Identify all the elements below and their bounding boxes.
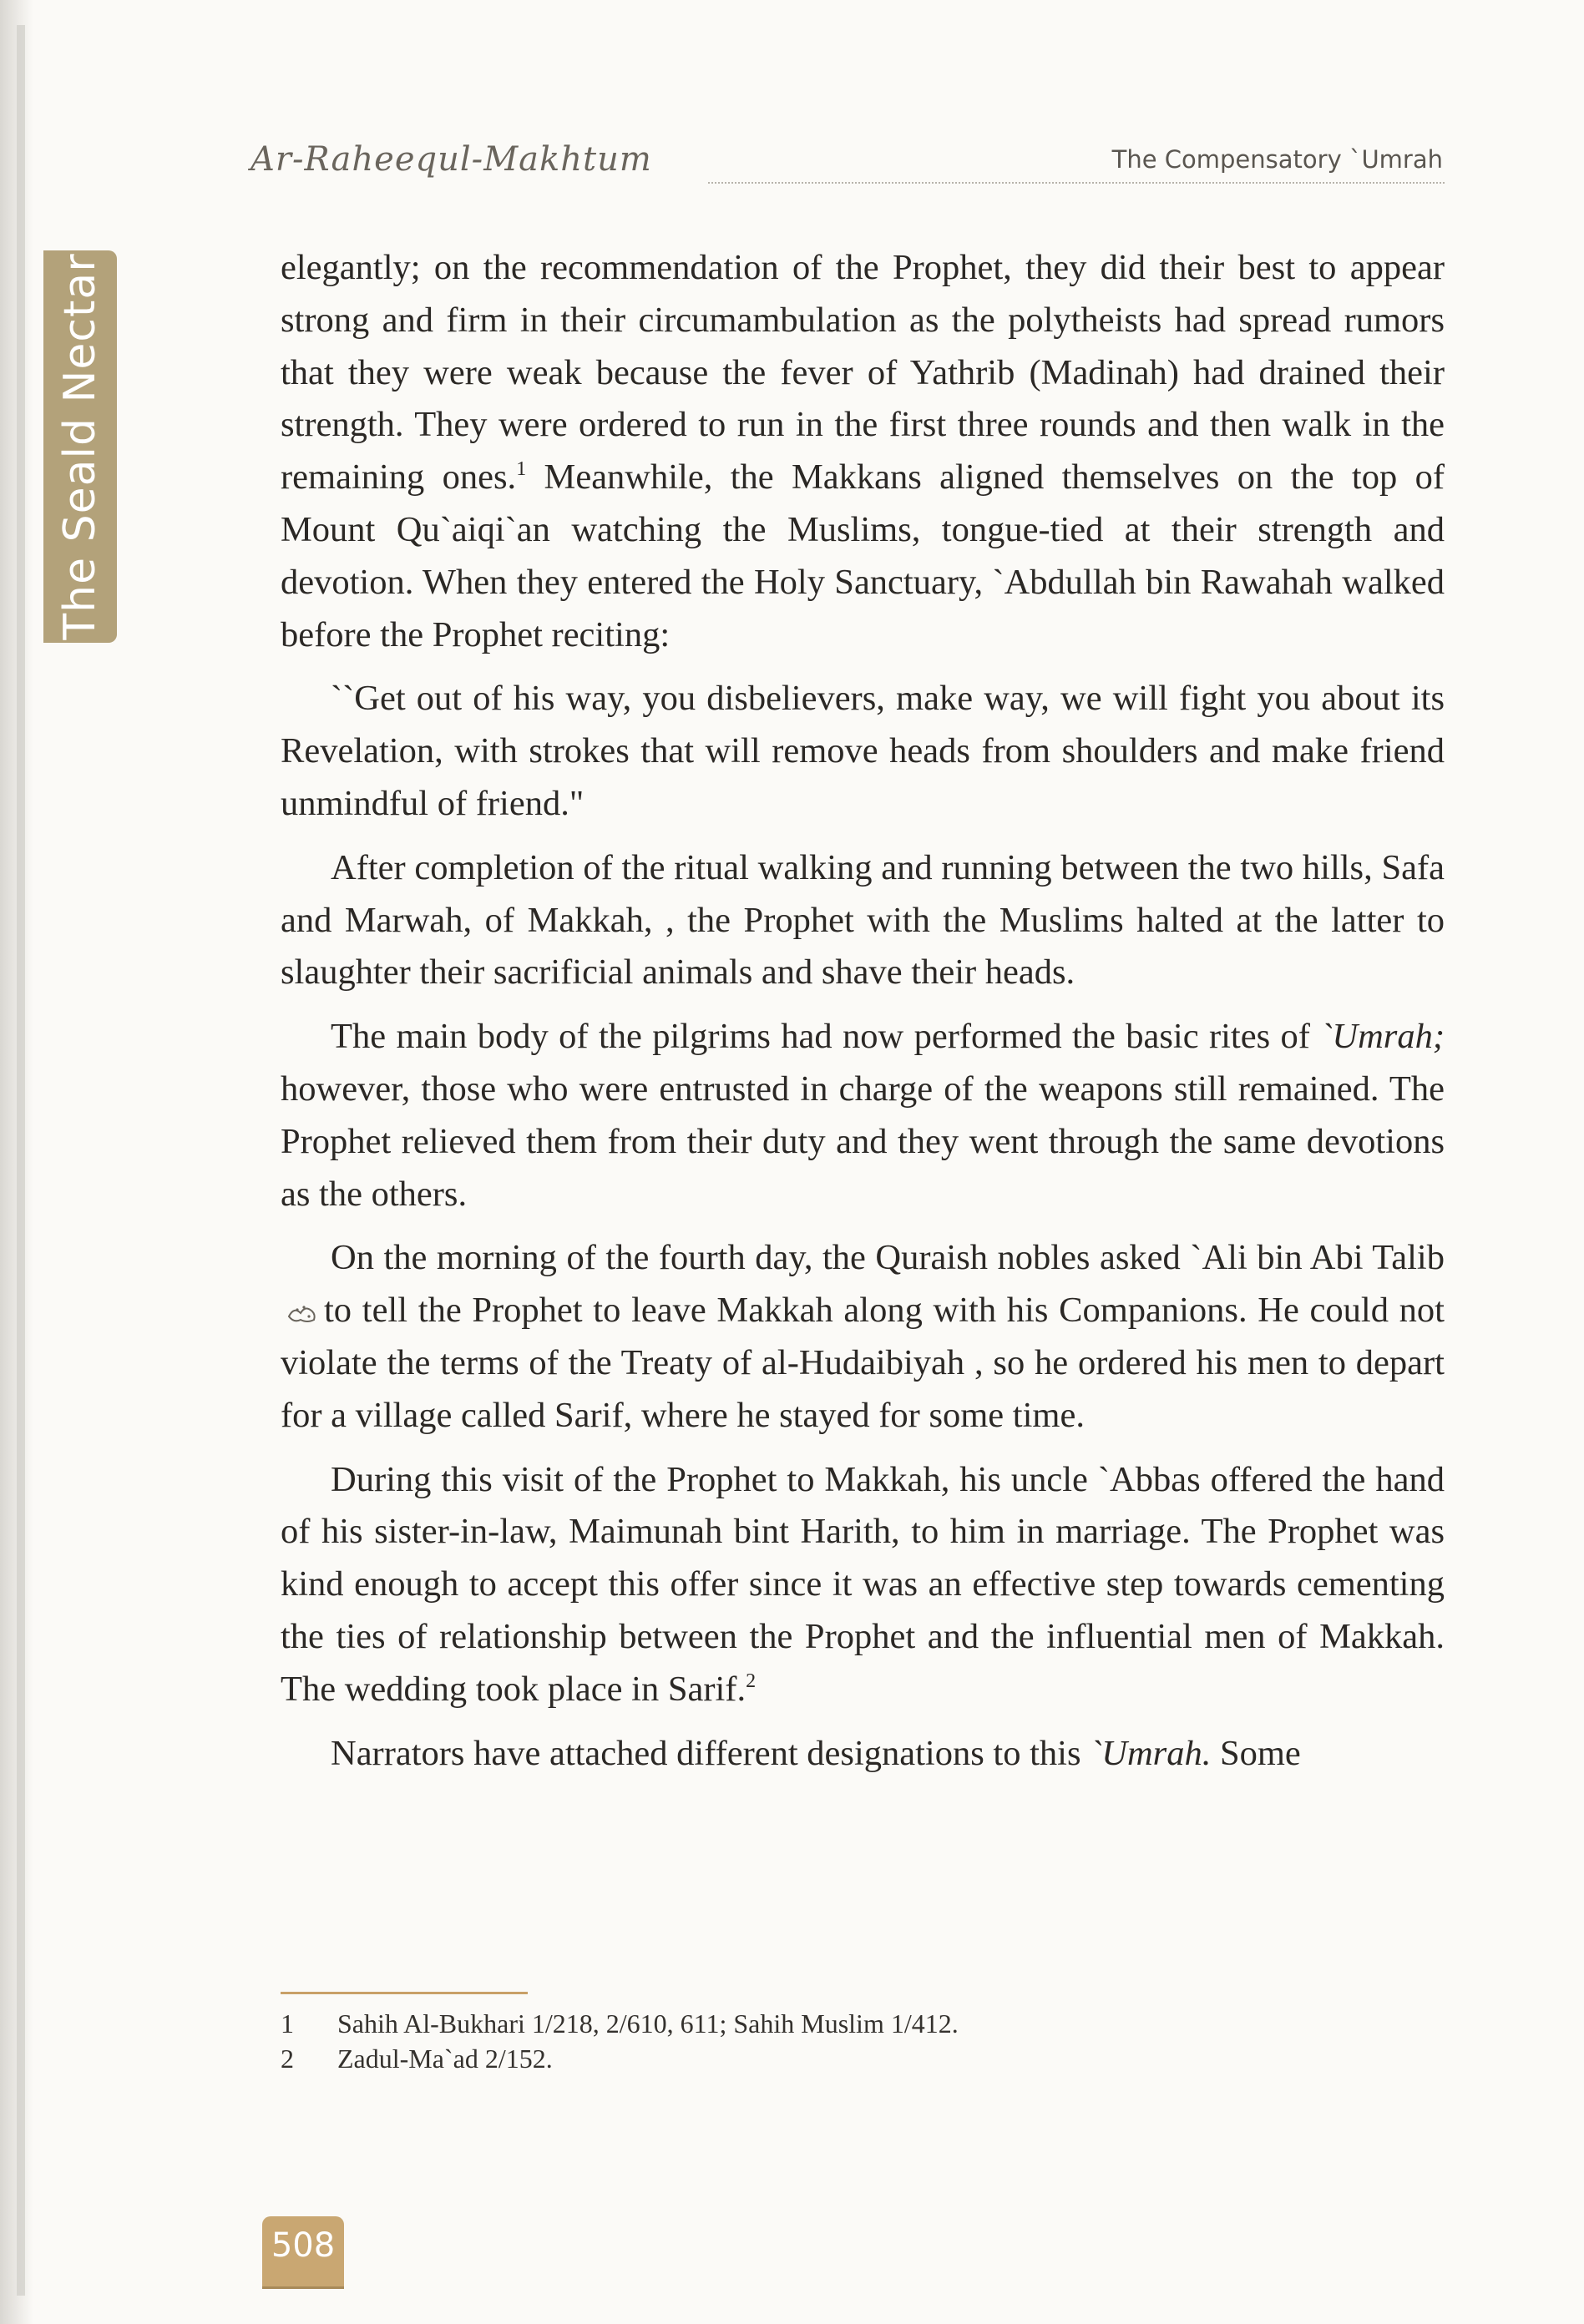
footnote-rule	[281, 1992, 528, 1994]
spine-shadow	[17, 25, 25, 2296]
paragraph: The main body of the pilgrims had now performed the basic rites of `Umrah; however, those who were entrusted in charge of the weapons still remained. The Prophet relieved them from their duty and they went through the same devotions as the others.	[281, 1017, 1445, 1214]
paragraph: Narrators have attached different designations to this `Umrah. Some	[331, 1733, 1301, 1773]
footnote	[281, 2041, 1445, 2076]
page-number: 508	[271, 2226, 336, 2265]
running-header	[251, 134, 1445, 184]
paragraph: After completion of the ritual walking and running between the two hills, Safa and Marwah, of Makkah, , the Prophet with the Muslims halted at the latter to slaughter their sacrificial animals and shave their heads.	[281, 847, 1445, 993]
footnotes	[281, 2006, 1445, 2076]
page-number-badge	[262, 2216, 344, 2289]
honorific-icon	[286, 1300, 319, 1325]
footnote-text: Zadul-Ma`ad 2/152.	[337, 2044, 553, 2074]
footnote-number: 1	[281, 2008, 294, 2039]
footnote	[281, 2006, 1445, 2041]
paragraph: ``Get out of his way, you disbelievers, make way, we will fight you about its Revelation, with strokes that will remove heads from shoulders and make friend unmindful of friend."	[281, 679, 1445, 823]
footnote-text: Sahih Al-Bukhari 1/218, 2/610, 611; Sahih Muslim 1/412.	[337, 2008, 959, 2039]
paragraph: During this visit of the Prophet to Makkah, his uncle `Abbas offered the hand of his sister-in-law, Maimunah bint Harith, to him in marriage. The Prophet was kind enough to accept this offer since it was an effective step towards cementing the ties of relationship between the Prophet and the influential men of Makkah. The wedding took place in Sarif.$^2$	[281, 1459, 1445, 1709]
footnote-ref: 2	[746, 1670, 757, 1692]
paragraph: On the morning of the fourth day, the Quraish nobles asked `Ali bin Abi Talibto tell the Prophet to leave Makkah along with his Companions. He could not violate the terms of the Treaty of al-Hudaibiyah , so he ordered his men to depart for a village called Sarif, where he stayed for some time.	[281, 1238, 1445, 1435]
paragraph: elegantly; on the recommendation of the Prophet, they did their best to appear strong and firm in their circumambulation as the polytheists had spread rumors that they were weak because the fever of Yathrib (Madinah) had drained their strength. They were ordered to run in the first three rounds and then walk in the remaining ones.$^1$ Meanwhile, the Makkans aligned themselves on the top of Mount Qu`aiqi`an watching the Muslims, tongue-tied at their strength and devotion. When they entered the Holy Sanctuary, `Abdullah bin Rawahah walked before the Prophet reciting:	[281, 248, 1445, 654]
book-title: Ar-Raheequl-Makhtum	[251, 140, 652, 179]
footnote-ref: 1	[516, 458, 527, 481]
side-tab-label: The Seald Nectar	[55, 253, 105, 640]
header-rule	[708, 182, 1445, 184]
side-tab	[43, 250, 117, 643]
body-text	[281, 242, 1445, 1791]
footnote-number: 2	[281, 2044, 294, 2074]
chapter-title: The Compensatory `Umrah	[1111, 145, 1443, 174]
